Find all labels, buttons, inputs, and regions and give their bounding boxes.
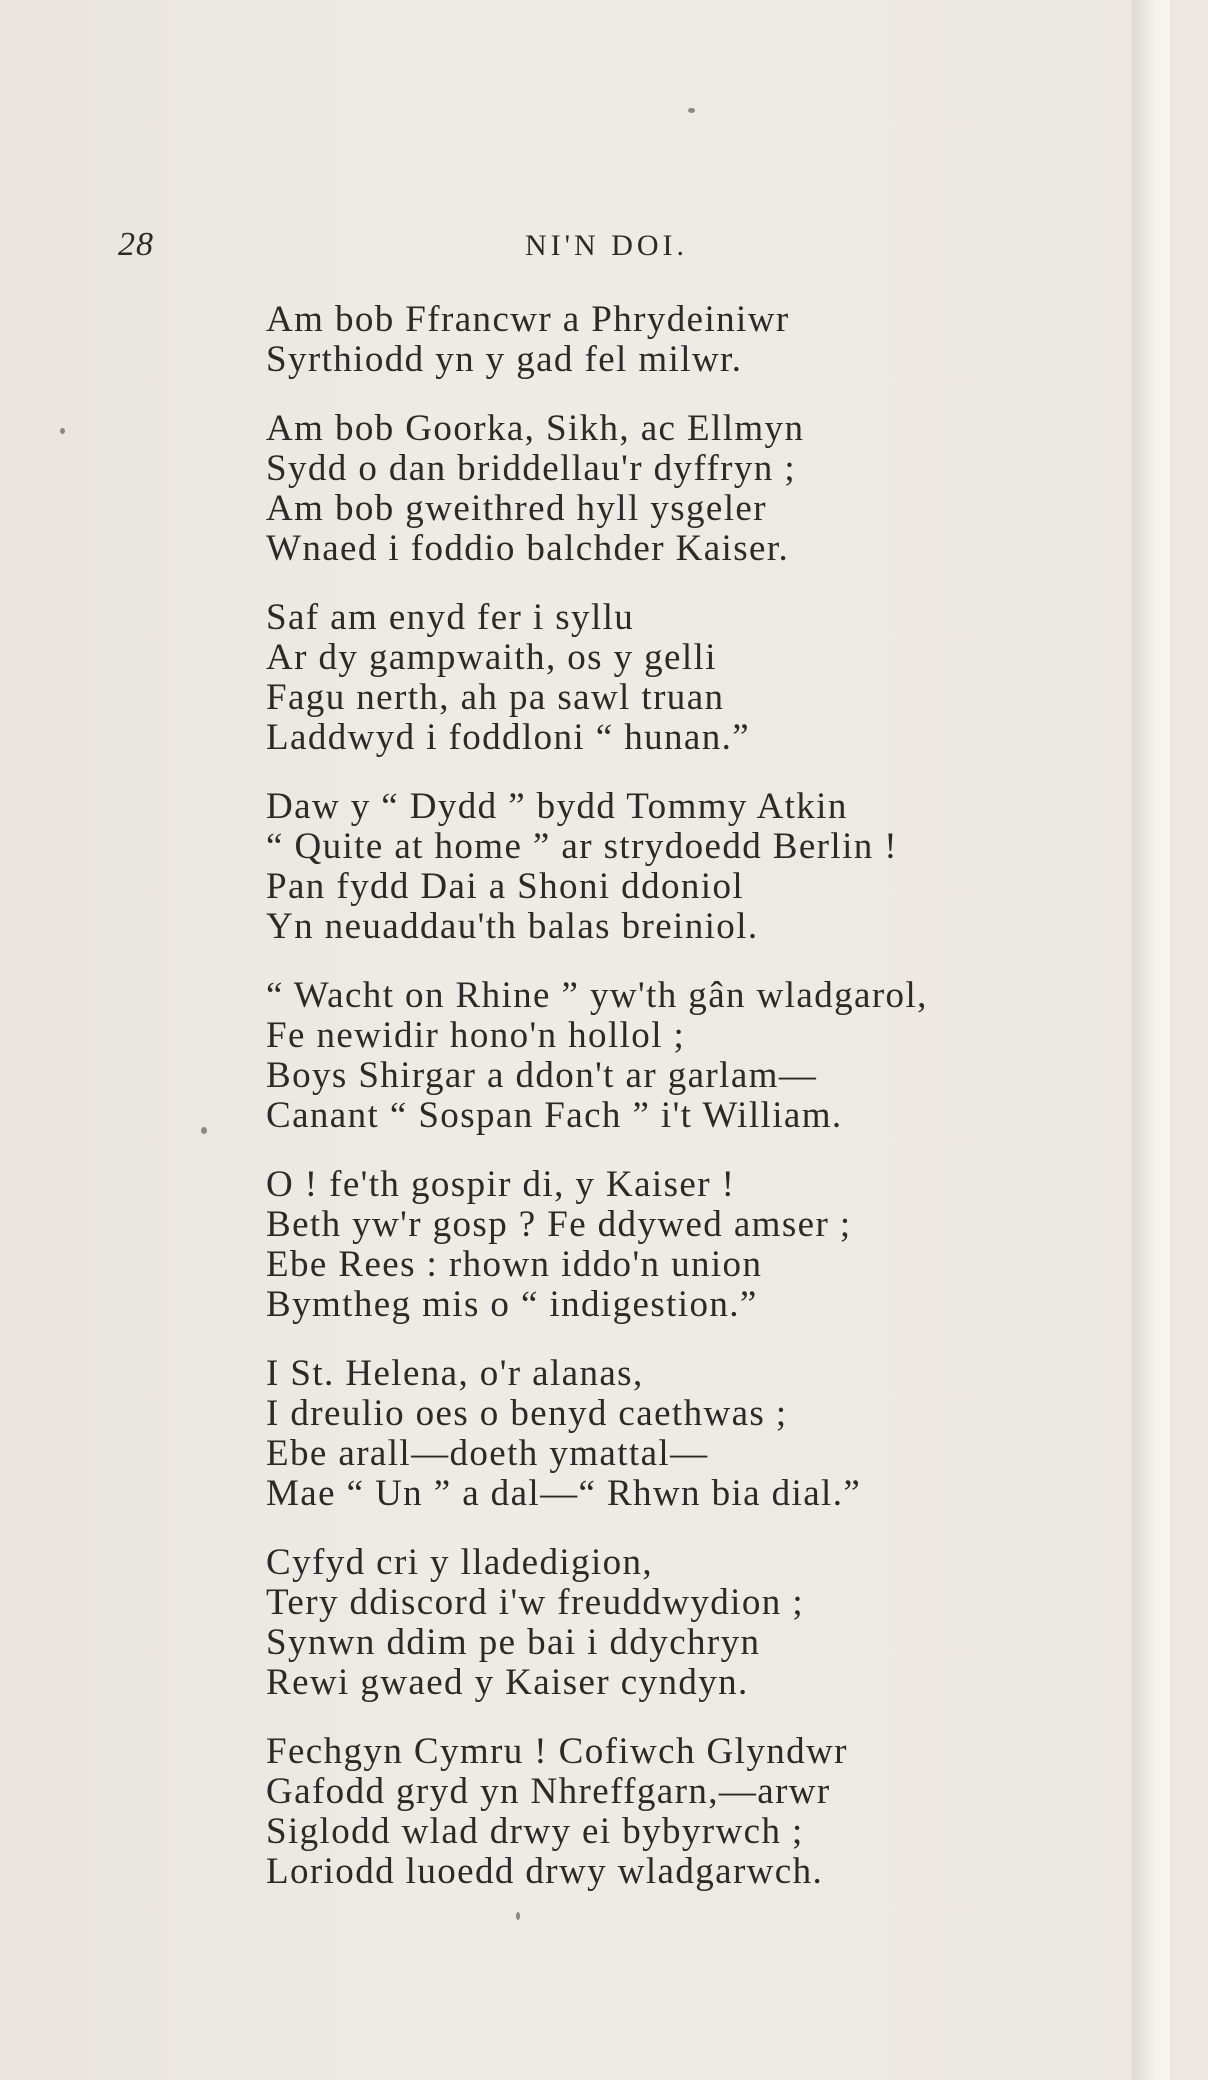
- poem-line: Fe newidir hono'n hollol ;: [266, 1015, 686, 1056]
- poem-line: I dreulio oes o benyd caethwas ;: [266, 1393, 788, 1434]
- stanza: [266, 787, 1146, 947]
- poem-line: Boys Shirgar a ddon't ar garlam—: [266, 1055, 818, 1096]
- paper-speck: [516, 1912, 520, 1920]
- poem-line: Bymtheg mis o “ indigestion.”: [266, 1284, 758, 1325]
- poem-line: Mae “ Un ” a dal—“ Rhwn bia dial.”: [266, 1473, 862, 1514]
- running-head: NI'N DOI.: [525, 229, 689, 262]
- poem-line: Gafodd gryd yn Nhreffgarn,—arwr: [266, 1771, 831, 1812]
- poem-line: Am bob Ffrancwr a Phrydeiniwr: [266, 299, 790, 340]
- poem-line: Laddwyd i foddloni “ hunan.”: [266, 717, 751, 758]
- poem-line: Rewi gwaed y Kaiser cyndyn.: [266, 1662, 749, 1703]
- poem-line: Siglodd wlad drwy ei bybyrwch ;: [266, 1811, 804, 1852]
- paper-speck: [688, 108, 695, 113]
- poem-line: Pan fydd Dai a Shoni ddoniol: [266, 866, 745, 907]
- poem-line: Canant “ Sospan Fach ” i't William.: [266, 1095, 843, 1136]
- poem-line: Ar dy gampwaith, os y gelli: [266, 637, 717, 678]
- poem-line: “ Wacht on Rhine ” yw'th gân wladgarol,: [266, 975, 928, 1016]
- stanza: [266, 976, 1146, 1136]
- poem-line: Wnaed i foddio balchder Kaiser.: [266, 528, 790, 569]
- poem-line: Am bob Goorka, Sikh, ac Ellmyn: [266, 408, 805, 449]
- stanza: [266, 409, 1146, 569]
- poem-line: Ebe Rees : rhown iddo'n union: [266, 1244, 763, 1285]
- poem-line: Am bob gweithred hyll ysgeler: [266, 488, 767, 529]
- poem-line: Syrthiodd yn y gad fel milwr.: [266, 339, 743, 380]
- stanza: [266, 1732, 1146, 1892]
- poem-line: Tery ddiscord i'w freuddwydion ;: [266, 1582, 804, 1623]
- stanza: [266, 1354, 1146, 1514]
- poem-line: Yn neuaddau'th balas breiniol.: [266, 906, 759, 947]
- stanza: [266, 598, 1146, 758]
- poem-line: I St. Helena, o'r alanas,: [266, 1353, 644, 1394]
- poem-line: Beth yw'r gosp ? Fe ddywed amser ;: [266, 1204, 852, 1245]
- poem-line: “ Quite at home ” ar strydoedd Berlin !: [266, 826, 899, 867]
- poem-line: Sydd o dan briddellau'r dyffryn ;: [266, 448, 797, 489]
- poem-line: Fagu nerth, ah pa sawl truan: [266, 677, 725, 718]
- poem: [266, 300, 1146, 1921]
- poem-line: Synwn ddim pe bai i ddychryn: [266, 1622, 761, 1663]
- stanza: [266, 1165, 1146, 1325]
- stanza: [266, 300, 1146, 380]
- poem-line: Daw y “ Dydd ” bydd Tommy Atkin: [266, 786, 848, 827]
- stanza: [266, 1543, 1146, 1703]
- poem-line: Ebe arall—doeth ymattal—: [266, 1433, 709, 1474]
- poem-line: Cyfyd cri y lladedigion,: [266, 1542, 654, 1583]
- poem-line: Loriodd luoedd drwy wladgarwch.: [266, 1851, 824, 1892]
- poem-line: O ! fe'th gospir di, y Kaiser !: [266, 1164, 736, 1205]
- paper-speck: [60, 428, 65, 434]
- poem-line: Fechgyn Cymru ! Cofiwch Glyndwr: [266, 1731, 848, 1772]
- paper-speck: [201, 1127, 207, 1134]
- page-number: 28: [118, 226, 154, 263]
- poem-line: Saf am enyd fer i syllu: [266, 597, 635, 638]
